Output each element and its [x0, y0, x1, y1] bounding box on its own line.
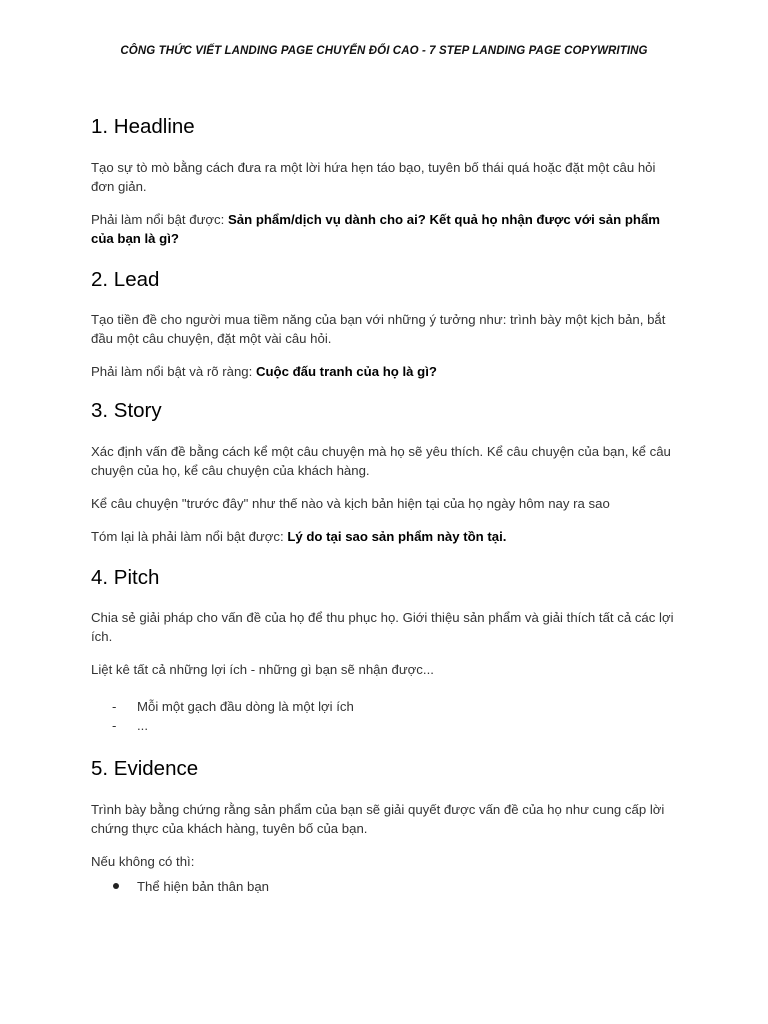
bullet-icon [113, 883, 119, 889]
paragraph: Kể câu chuyện "trước đây" như thế nào và kịch bản hiện tại của họ ngày hôm nay ra sao [91, 495, 610, 511]
benefit-list [91, 697, 681, 735]
paragraph-emphasis [91, 527, 681, 546]
evidence-list [91, 877, 681, 896]
section-headline [91, 115, 681, 248]
list-item [91, 877, 681, 896]
list-item-text: ... [137, 718, 148, 734]
emphasis-bold: Cuộc đấu tranh của họ là gì? [255, 364, 437, 380]
section-pitch [91, 566, 681, 736]
paragraph-emphasis [91, 362, 681, 381]
section-heading: 4. Pitch [91, 565, 160, 589]
document-body [91, 115, 681, 916]
paragraph: Xác định vấn đề bằng cách kể một câu chuyện mà họ sẽ yêu thích. Kể câu chuyện của bạn, kể câu chuyện của họ, kể câu chuyện của khách hàng. [91, 443, 671, 478]
section-lead [91, 268, 681, 382]
emphasis-prefix: Phải làm nổi bật và rõ ràng: [91, 364, 256, 380]
emphasis-bold: Lý do tại sao sản phẩm này tồn tại. [287, 528, 507, 544]
list-item-text: Mỗi một gạch đầu dòng là một lợi ích [137, 699, 354, 715]
section-heading: 1. Headline [91, 115, 195, 138]
dash-marker: - [112, 718, 117, 734]
paragraph: Tạo sự tò mò bằng cách đưa ra một lời hứa hẹn táo bạo, tuyên bố thái quá hoặc đặt một câu hỏi đơn giản. [91, 159, 656, 194]
list-item [91, 697, 681, 716]
list-item [91, 716, 681, 735]
section-evidence [91, 757, 681, 896]
dash-marker: - [112, 699, 117, 715]
section-heading: 5. Evidence [91, 757, 199, 781]
paragraph-emphasis [91, 210, 681, 248]
paragraph: Trình bày bằng chứng rằng sản phẩm của bạn sẽ giải quyết được vấn đề của họ như cung cấp lời chứng thực của khách hàng, tuyên bố của bạn. [91, 801, 665, 836]
paragraph: Nếu không có thì: [91, 853, 195, 869]
paragraph: Liệt kê tất cả những lợi ích - những gì bạn sẽ nhận được... [91, 662, 434, 678]
section-story [91, 399, 681, 546]
document-title: CÔNG THỨC VIẾT LANDING PAGE CHUYỂN ĐỔI CAO - 7 STEP LANDING PAGE COPYWRITING [120, 45, 648, 57]
emphasis-prefix: Tóm lại là phải làm nổi bật được: [91, 528, 288, 544]
emphasis-bold: Sản phẩm/dịch vụ dành cho ai? Kết quả họ nhận được với sản phẩm của bạn là gì? [91, 211, 661, 246]
section-heading: 3. Story [91, 399, 162, 423]
paragraph: Chia sẻ giải pháp cho vấn đề của họ để thu phục họ. Giới thiệu sản phẩm và giải thích tất cả các lợi ích. [91, 610, 674, 645]
paragraph: Tạo tiền đề cho người mua tiềm năng của bạn với những ý tưởng như: trình bày một kịch bản, bắt đầu một câu chuyện, đặt một vài câu hỏi. [91, 312, 666, 347]
list-item-text: Thể hiện bản thân bạn [137, 878, 269, 894]
emphasis-prefix: Phải làm nổi bật được: [91, 211, 228, 227]
section-heading: 2. Lead [91, 267, 160, 291]
